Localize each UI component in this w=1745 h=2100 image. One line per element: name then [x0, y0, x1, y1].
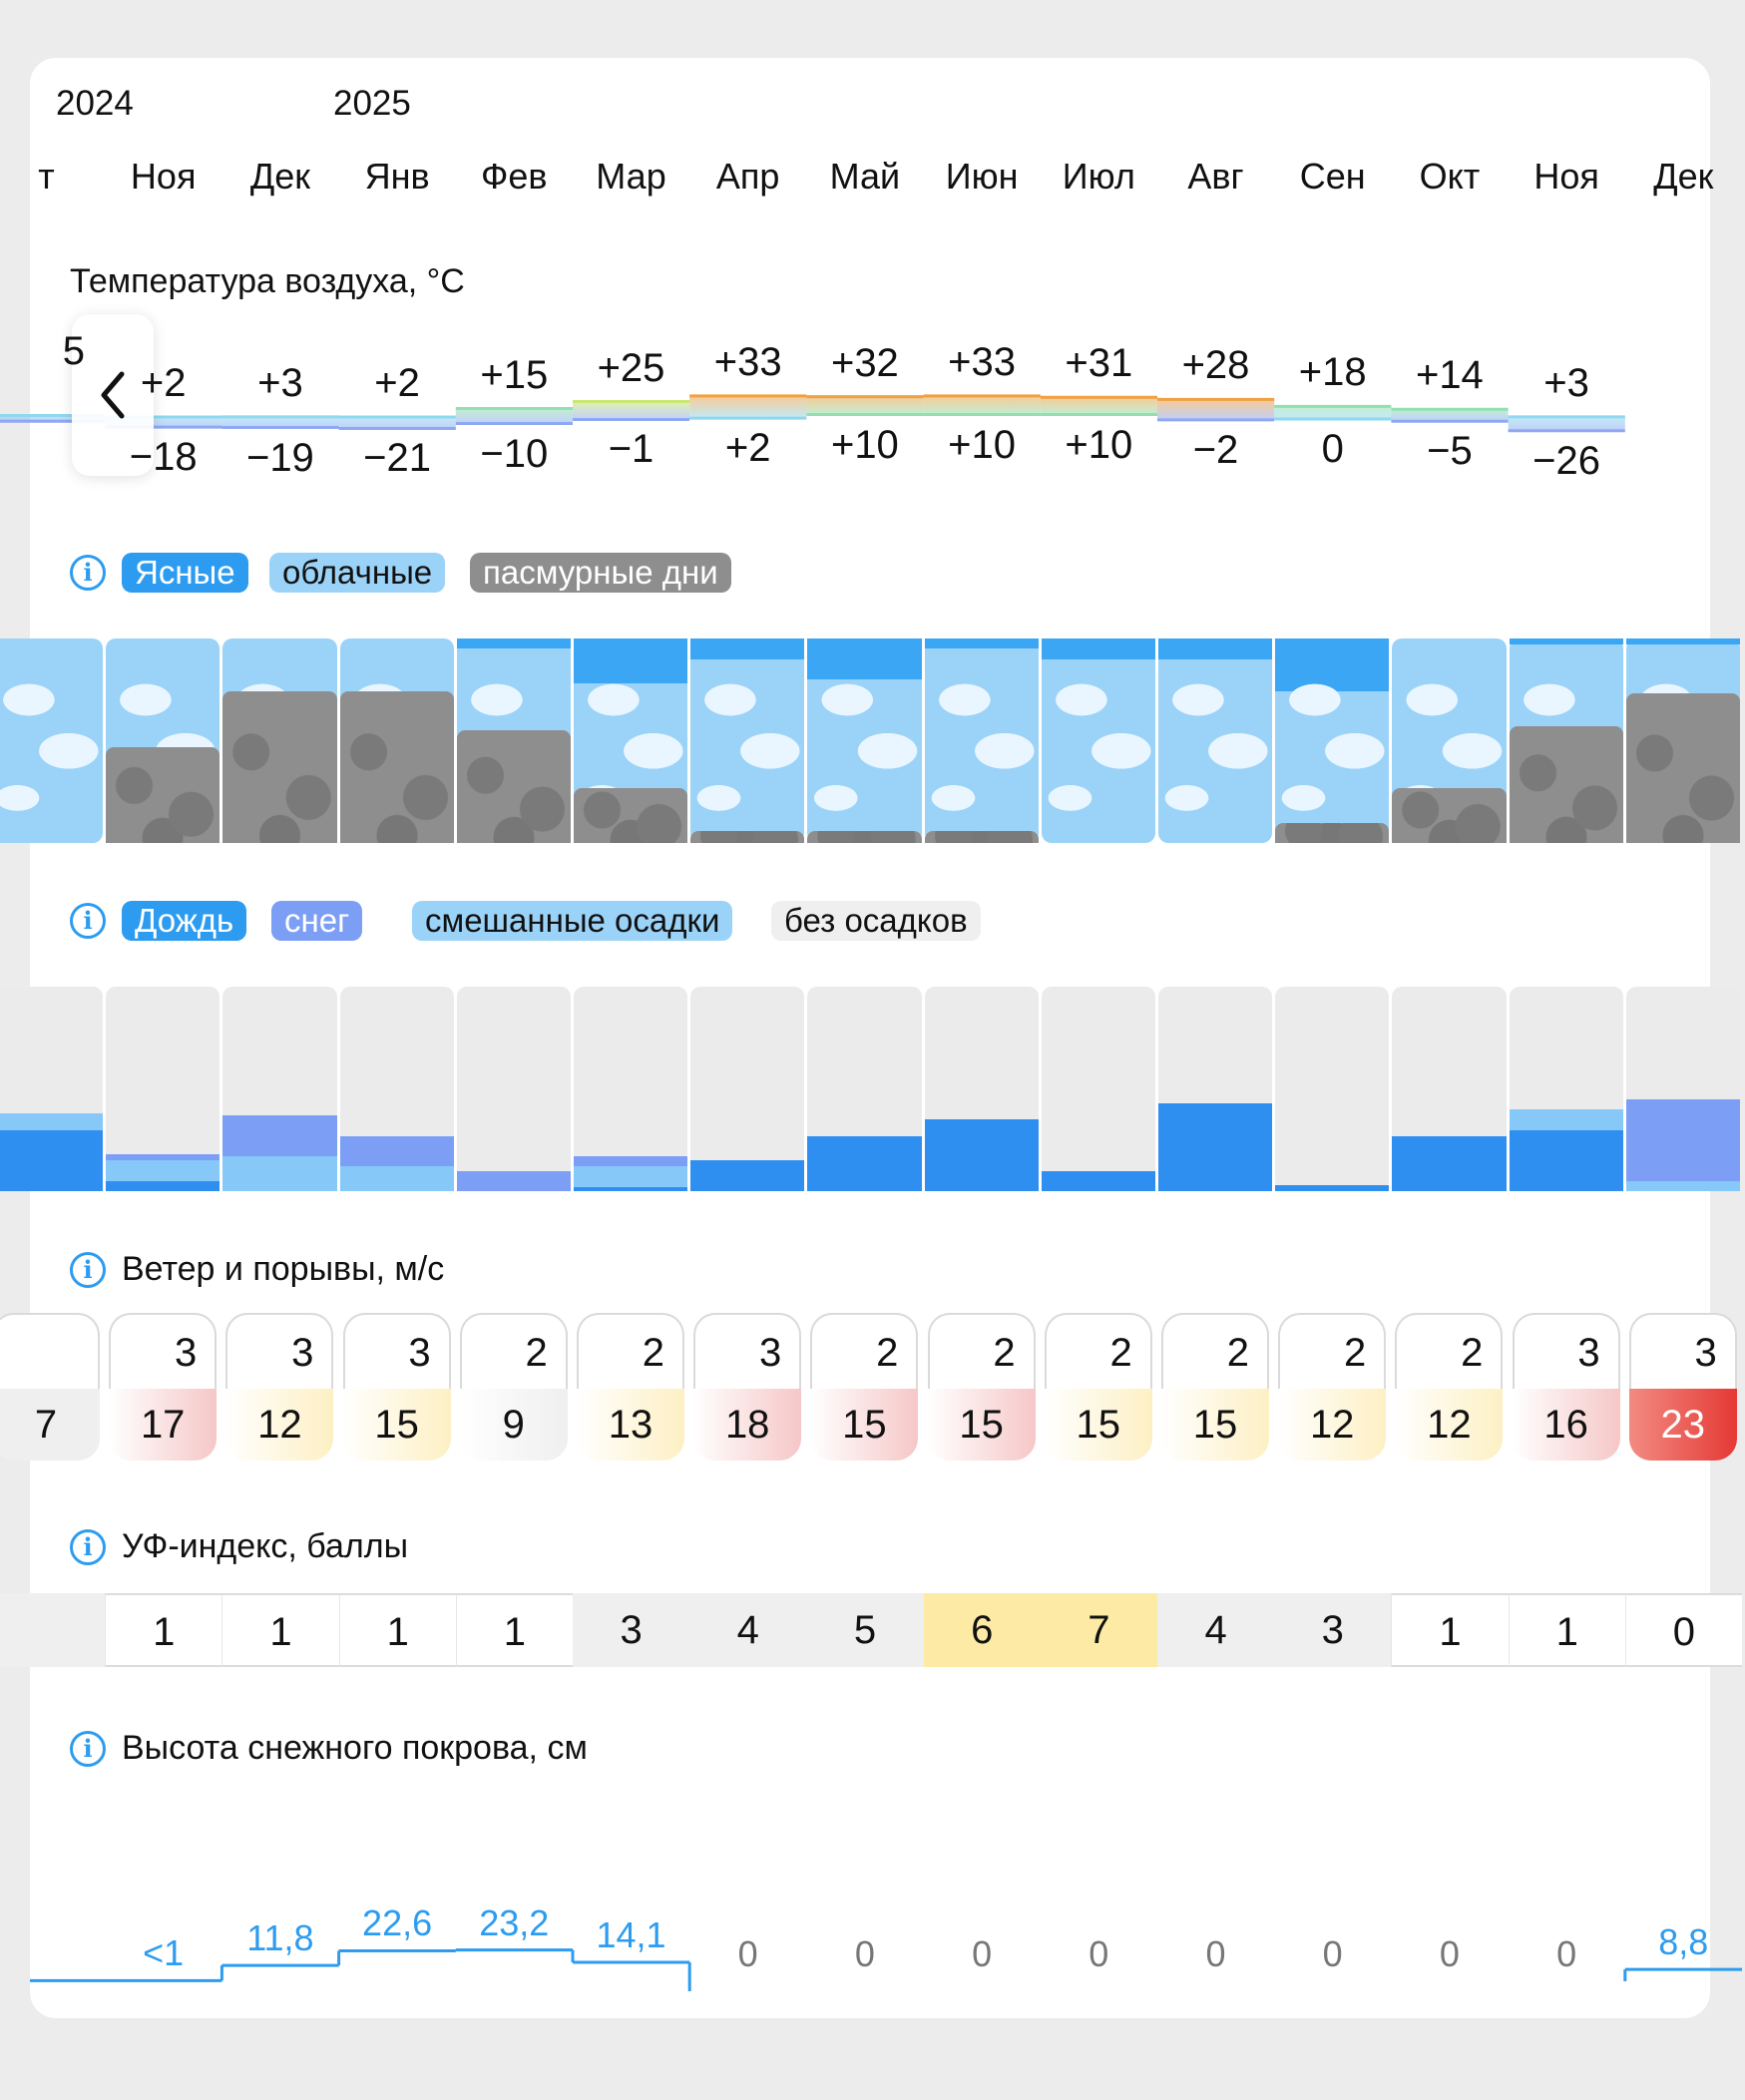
temperature-min-label: −26 [1532, 438, 1601, 483]
month-label: Янв [364, 156, 430, 197]
sky-cell[interactable] [807, 638, 921, 843]
uv-cell: 1 [456, 1593, 573, 1667]
cloud-icon [0, 638, 103, 843]
precipitation-cell[interactable] [690, 987, 804, 1191]
sky-cell[interactable] [106, 638, 219, 843]
wind-cell [693, 1313, 801, 1461]
precipitation-cell[interactable] [574, 987, 687, 1191]
wind-speed-box [693, 1313, 801, 1389]
month-label: Дек [249, 156, 310, 197]
legend-snow: снег [271, 901, 362, 941]
temperature-band [573, 402, 689, 420]
month-label: Авг [1187, 156, 1244, 197]
uv-cell: 6 [924, 1593, 1041, 1667]
cloud-icon [1275, 638, 1389, 843]
temperature-band [924, 396, 1041, 415]
snow-fraction [1626, 1099, 1740, 1181]
temperature-max-label: +33 [713, 339, 782, 384]
rain-fraction [574, 1187, 687, 1191]
mixed-fraction [106, 1160, 219, 1181]
precipitation-cell[interactable] [0, 987, 103, 1191]
wind-speed-box [1161, 1313, 1269, 1389]
month-label: Ноя [1533, 156, 1599, 197]
wind-speed: 2 [876, 1331, 899, 1375]
snow-fraction [222, 1115, 336, 1156]
cloud-icon [1158, 638, 1272, 843]
snow-fraction [574, 1156, 687, 1166]
rain-fraction [1275, 1185, 1389, 1191]
snow-depth-label: 0 [972, 1933, 993, 1974]
snow-depth-label: 8,8 [1658, 1921, 1709, 1963]
temperature-max-label: +3 [257, 360, 303, 405]
wind-gust: 13 [577, 1389, 684, 1461]
wind-speed-box [1045, 1313, 1152, 1389]
temperature-min-label: +10 [830, 422, 899, 467]
wind-cell [1629, 1313, 1737, 1461]
temperature-min-label: −18 [129, 435, 198, 480]
temperature-band [339, 417, 456, 428]
wind-gust: 12 [1278, 1389, 1386, 1461]
wind-cell [1161, 1313, 1269, 1461]
mixed-fraction [222, 1156, 336, 1191]
rain-fraction [0, 1130, 103, 1192]
temperature-min-label: −1 [608, 427, 654, 472]
snow-depth-label: 0 [1556, 1933, 1577, 1974]
temperature-band [806, 397, 923, 415]
cloud-icon [1042, 638, 1155, 843]
temperature-min-label: +10 [1065, 422, 1133, 467]
rain-fraction [690, 1160, 804, 1191]
info-icon[interactable]: i [70, 1731, 106, 1767]
overcast-fraction [807, 831, 921, 843]
uv-row [30, 1593, 1710, 1667]
wind-speed-box [810, 1313, 918, 1389]
month-label: Июн [945, 156, 1019, 197]
info-icon[interactable]: i [70, 1529, 106, 1565]
uv-cell: 1 [105, 1593, 221, 1667]
wind-gust: 17 [109, 1389, 217, 1461]
snow-depth-label: 0 [1205, 1933, 1226, 1974]
wind-cell [460, 1313, 568, 1461]
wind-cell [810, 1313, 918, 1461]
wind-speed: 3 [174, 1331, 198, 1375]
rain-fraction [1392, 1136, 1506, 1191]
wind-gust: 12 [225, 1389, 333, 1461]
mixed-fraction [0, 1113, 103, 1129]
wind-speed: 3 [291, 1331, 314, 1375]
temperature-max-label: +3 [1543, 360, 1589, 405]
sky-cell[interactable] [1626, 638, 1740, 843]
wind-cell [1045, 1313, 1152, 1461]
overcast-fraction [925, 831, 1039, 843]
temperature-max-label: +14 [1415, 353, 1484, 398]
precipitation-cell[interactable] [1392, 987, 1506, 1191]
precipitation-cell[interactable] [1275, 987, 1389, 1191]
legend-rain: Дождь [122, 901, 246, 941]
overcast-fraction [1510, 726, 1623, 843]
snow-fraction [106, 1154, 219, 1160]
temperature-band [221, 417, 338, 428]
month-label: Дек [1653, 156, 1714, 197]
precipitation-cell[interactable] [1042, 987, 1155, 1191]
uv-cell: 4 [1157, 1593, 1274, 1667]
month-label: Июл [1062, 156, 1135, 197]
snow-depth-label: <1 [143, 1932, 185, 1974]
uv-cell [0, 1593, 105, 1667]
sky-cell[interactable] [1510, 638, 1623, 843]
temperature-band [1157, 399, 1274, 420]
overcast-fraction [340, 691, 454, 843]
uv-title: УФ-индекс, баллы [122, 1527, 409, 1565]
wind-gust: 15 [343, 1389, 451, 1461]
temperature-max-label: +31 [1065, 341, 1133, 386]
wind-speed: 2 [1343, 1331, 1367, 1375]
temperature-min-label: −5 [1427, 429, 1473, 474]
rain-fraction [106, 1181, 219, 1191]
wind-speed-box [1513, 1313, 1620, 1389]
wind-gust: 23 [1629, 1389, 1737, 1461]
precipitation-cell[interactable] [807, 987, 921, 1191]
month-label: Апр [715, 156, 780, 197]
uv-cell: 3 [1274, 1593, 1391, 1667]
overcast-fraction [222, 691, 336, 843]
temperature-max-label: +25 [597, 345, 665, 390]
overcast-fraction [1392, 788, 1506, 843]
temperature-max-label: +18 [1298, 350, 1367, 395]
wind-cell [1513, 1313, 1620, 1461]
sky-cell[interactable] [690, 638, 804, 843]
rain-fraction [1510, 1130, 1623, 1192]
wind-gust: 15 [810, 1389, 918, 1461]
snow-depth-label: 11,8 [246, 1917, 314, 1959]
wind-cell [577, 1313, 684, 1461]
overcast-fraction [106, 747, 219, 843]
wind-speed: 3 [758, 1331, 782, 1375]
wind-title: Ветер и порывы, м/с [122, 1250, 445, 1288]
sky-cell[interactable] [925, 638, 1039, 843]
temperature-min-label: −21 [363, 436, 432, 481]
wind-speed-box [1395, 1313, 1503, 1389]
wind-cell [0, 1313, 100, 1461]
snow-depth-label: 0 [1322, 1933, 1343, 1974]
wind-speed: 2 [1109, 1331, 1132, 1375]
mixed-fraction [340, 1166, 454, 1191]
sky-cell[interactable] [0, 638, 103, 843]
rain-fraction [1158, 1103, 1272, 1191]
legend-cloudy: облачные [269, 553, 445, 593]
snow-depth-label: 14,1 [596, 1913, 666, 1955]
uv-cell: 1 [221, 1593, 338, 1667]
wind-gust: 7 [0, 1389, 100, 1461]
info-icon[interactable]: i [70, 555, 106, 591]
cloud-icon [807, 638, 921, 843]
precipitation-cell[interactable] [1158, 987, 1272, 1191]
temperature-max-label: 5 [62, 329, 85, 373]
temperature-band [1041, 397, 1157, 414]
temperature-max-label: +33 [948, 339, 1017, 384]
legend-mixed: смешанные осадки [412, 901, 732, 941]
uv-cell: 0 [1625, 1593, 1742, 1667]
mixed-fraction [1626, 1181, 1740, 1191]
temperature-min-label: −19 [245, 435, 314, 480]
wind-speed-box [577, 1313, 684, 1389]
wind-gust: 12 [1395, 1389, 1503, 1461]
snow-title: Высота снежного покрова, см [122, 1729, 588, 1767]
wind-speed: 2 [1226, 1331, 1249, 1375]
rain-fraction [807, 1136, 921, 1191]
sky-cell[interactable] [457, 638, 571, 843]
overcast-fraction [1626, 693, 1740, 843]
temperature-min-label: 0 [1321, 427, 1344, 471]
wind-gust: 9 [460, 1389, 568, 1461]
rain-fraction [1042, 1171, 1155, 1192]
temperature-max-label: +15 [480, 352, 549, 397]
sky-cell[interactable] [574, 638, 687, 843]
month-label: Мар [596, 156, 666, 197]
sky-cell[interactable] [222, 638, 336, 843]
year-label: 2024 [56, 84, 134, 123]
temperature-min-label: +10 [948, 422, 1017, 467]
temperature-min-label: +2 [724, 426, 771, 471]
precipitation-cell[interactable] [222, 987, 336, 1191]
precipitation-cell[interactable] [457, 987, 571, 1191]
month-label: Фев [481, 156, 548, 197]
overcast-fraction [574, 788, 687, 843]
temperature-max-label: +28 [1181, 343, 1250, 388]
temperature-band [1509, 417, 1625, 431]
month-label: Сен [1299, 156, 1366, 197]
uv-cell: 1 [1509, 1593, 1625, 1667]
snow-depth-label: 0 [1439, 1933, 1460, 1974]
snow-depth-label: 22,6 [362, 1902, 433, 1944]
temperature-band [689, 396, 806, 418]
wind-gust: 15 [928, 1389, 1036, 1461]
snow-fraction [457, 1171, 571, 1192]
month-label: Май [829, 156, 901, 197]
temperature-min-label: −10 [480, 431, 549, 476]
precipitation-cell[interactable] [925, 987, 1039, 1191]
wind-cell [928, 1313, 1036, 1461]
climate-card [30, 58, 1717, 2018]
wind-gust: 18 [693, 1389, 801, 1461]
snow-depth-label: 0 [1089, 1933, 1109, 1974]
sky-cell[interactable] [1158, 638, 1272, 843]
overcast-fraction [690, 831, 804, 843]
wind-speed: 2 [525, 1331, 548, 1375]
wind-speed: 2 [1461, 1331, 1484, 1375]
uv-cell: 1 [339, 1593, 456, 1667]
cloud-icon [925, 638, 1039, 843]
month-label: т [38, 156, 55, 197]
info-icon[interactable]: i [70, 903, 106, 939]
year-label: 2025 [333, 84, 411, 123]
wind-speed-box [343, 1313, 451, 1389]
temperature-max-label: +32 [830, 340, 899, 385]
temperature-band [456, 409, 573, 424]
wind-cell [1278, 1313, 1386, 1461]
precipitation-cell[interactable] [106, 987, 219, 1191]
wind-speed: 2 [642, 1331, 664, 1375]
wind-cell [1395, 1313, 1503, 1461]
overcast-fraction [1275, 823, 1389, 844]
month-label: Ноя [130, 156, 197, 197]
wind-speed-box [1278, 1313, 1386, 1389]
precipitation-cell[interactable] [340, 987, 454, 1191]
uv-cell: 7 [1041, 1593, 1157, 1667]
temperature-max-label: +2 [374, 361, 420, 405]
sky-cell[interactable] [340, 638, 454, 843]
sky-cell[interactable] [1392, 638, 1506, 843]
cloud-icon [690, 638, 804, 843]
rain-fraction [925, 1119, 1039, 1191]
wind-speed-box [0, 1313, 100, 1389]
wind-speed-box [109, 1313, 217, 1389]
uv-cell: 5 [806, 1593, 923, 1667]
snow-fraction [340, 1136, 454, 1167]
month-label: Окт [1419, 156, 1481, 197]
wind-speed: 3 [408, 1331, 431, 1375]
mixed-fraction [1510, 1109, 1623, 1130]
snow-depth-label: 23,2 [479, 1901, 550, 1943]
sky-cell[interactable] [1275, 638, 1389, 843]
legend-none: без осадков [771, 901, 981, 941]
wind-speed-box [460, 1313, 568, 1389]
temperature-min-label: −2 [1192, 427, 1239, 472]
wind-speed-box [928, 1313, 1036, 1389]
precipitation-cell[interactable] [1510, 987, 1623, 1191]
precipitation-cell[interactable] [1626, 987, 1740, 1191]
uv-cell: 3 [573, 1593, 689, 1667]
snow-depth-label: 0 [854, 1933, 875, 1974]
wind-speed-box [225, 1313, 333, 1389]
mixed-fraction [574, 1166, 687, 1187]
legend-clear: Ясные [122, 553, 248, 593]
uv-cell: 4 [689, 1593, 806, 1667]
temperature-title: Температура воздуха, °C [70, 262, 465, 300]
wind-speed: 2 [993, 1331, 1016, 1375]
sky-cell[interactable] [1042, 638, 1155, 843]
legend-overcast: пасмурные дни [470, 553, 731, 593]
snow-depth-label: 0 [737, 1933, 758, 1974]
uv-cell: 1 [1391, 1593, 1508, 1667]
wind-gust: 15 [1161, 1389, 1269, 1461]
wind-gust: 16 [1513, 1389, 1620, 1461]
temperature-band [1391, 409, 1508, 421]
wind-cell [225, 1313, 333, 1461]
temperature-max-label: +2 [140, 361, 187, 405]
wind-cell [343, 1313, 451, 1461]
wind-cell [109, 1313, 217, 1461]
wind-speed-box [1629, 1313, 1737, 1389]
wind-gust: 15 [1045, 1389, 1152, 1461]
wind-speed: 3 [1694, 1331, 1717, 1375]
overcast-fraction [457, 730, 571, 843]
info-icon[interactable]: i [70, 1252, 106, 1288]
temperature-band [1274, 406, 1391, 419]
wind-speed: 3 [1577, 1331, 1600, 1375]
